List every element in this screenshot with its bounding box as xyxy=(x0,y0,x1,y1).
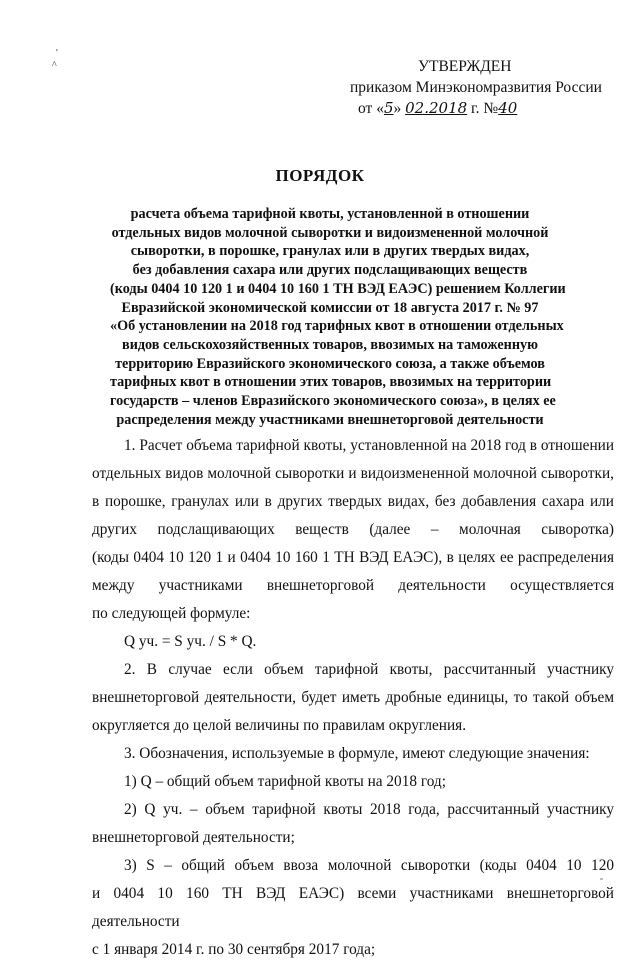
formula: Q уч. = S уч. / S * Q. xyxy=(124,633,257,650)
approved-by-order: приказом Минэкономразвития России xyxy=(350,79,602,96)
subtitle-line: сыворотки, в порошке, гранулах или в других твердых видах, xyxy=(130,243,530,260)
approval-date-line xyxy=(340,98,605,119)
subtitle-line: Евразийской экономической комиссии от 18 августа 2017 г. № 97 xyxy=(121,299,539,316)
subtitle-line: видов сельскохозяйственных товаров, ввозимых на таможенную xyxy=(122,336,538,353)
handwritten-month-year: 02.2018 xyxy=(405,99,468,117)
document-body xyxy=(92,432,614,964)
body-line: внешнеторговой деятельности; xyxy=(92,829,295,846)
scan-speck xyxy=(600,878,603,880)
body-line: отдельных видов молочной сыворотки и видоизмененной молочной сыворотки, xyxy=(92,465,614,482)
handwritten-order-number: 40 xyxy=(498,99,518,117)
document-subtitle xyxy=(110,205,566,429)
scan-mark: ' xyxy=(56,48,58,59)
approved-label: УТВЕРЖДЕН xyxy=(418,58,512,75)
body-line: 1. Расчет объема тарифной квоты, установленной на 2018 год в отношении xyxy=(124,437,614,454)
subtitle-line: (коды 0404 10 120 1 и 0404 10 160 1 ТН ВЭД ЕАЭС) решением Коллегии xyxy=(110,280,566,297)
handwritten-day: 5 xyxy=(383,99,394,117)
subtitle-line: распределения между участниками внешнеторговой деятельности xyxy=(116,411,544,428)
date-mid: » xyxy=(393,100,402,117)
subtitle-line: «Об установлении на 2018 год тарифных квот в отношении отдельных xyxy=(110,318,564,335)
body-line: с 1 января 2014 г. по 30 сентября 2017 года; xyxy=(92,941,376,958)
definition-item: 1) Q – общий объем тарифной квоты на 2018 год; xyxy=(124,773,446,790)
approval-stamp-block xyxy=(340,56,605,119)
body-line: между участниками внешнеторговой деятельности осуществляется xyxy=(92,577,614,594)
subtitle-line: тарифных квот в отношении этих товаров, ввозимых на территории xyxy=(110,374,552,391)
body-line: 2. В случае если объем тарифной квоты, рассчитанный участнику xyxy=(124,661,614,678)
body-line: округляется до целой величины по правилам округления. xyxy=(92,717,467,734)
subtitle-line: государств – членов Евразийского экономического союза», в целях ее xyxy=(110,393,556,410)
document-title: ПОРЯДОК xyxy=(275,166,365,185)
body-line: и 0404 10 160 ТН ВЭД ЕАЭС) всеми участниками внешнеторговой деятельности xyxy=(92,885,614,930)
definition-item: 3) S – общий объем ввоза молочной сыворотки (коды 0404 10 120 xyxy=(124,857,614,874)
number-prefix: г. № xyxy=(471,100,499,117)
body-line: (коды 0404 10 120 1 и 0404 10 160 1 ТН ВЭД ЕАЭС), в целях ее распределения xyxy=(92,549,614,566)
body-line: по следующей формуле: xyxy=(92,605,251,622)
body-line: 3. Обозначения, используемые в формуле, имеют следующие значения: xyxy=(124,745,590,762)
subtitle-line: территорию Евразийского экономического союза, а также объемов xyxy=(115,355,545,372)
subtitle-line: расчета объема тарифной квоты, установленной в отношении xyxy=(130,206,530,222)
subtitle-line: отдельных видов молочной сыворотки и видоизмененной молочной xyxy=(111,224,549,241)
definition-item: 2) Q уч. – объем тарифной квоты 2018 года, рассчитанный участнику xyxy=(124,801,614,818)
body-line: в порошке, гранулах или в других твердых видах, без добавления сахара или xyxy=(92,493,614,510)
subtitle-line: без добавления сахара или других подслащивающих веществ xyxy=(132,262,528,279)
body-line: внешнеторговой деятельности, будет иметь дробные единицы, то такой объем xyxy=(92,689,614,706)
date-prefix: от « xyxy=(358,100,384,117)
scan-mark: ^ xyxy=(52,60,57,71)
body-line: других подслащивающих веществ (далее – молочная сыворотка) xyxy=(92,521,614,538)
